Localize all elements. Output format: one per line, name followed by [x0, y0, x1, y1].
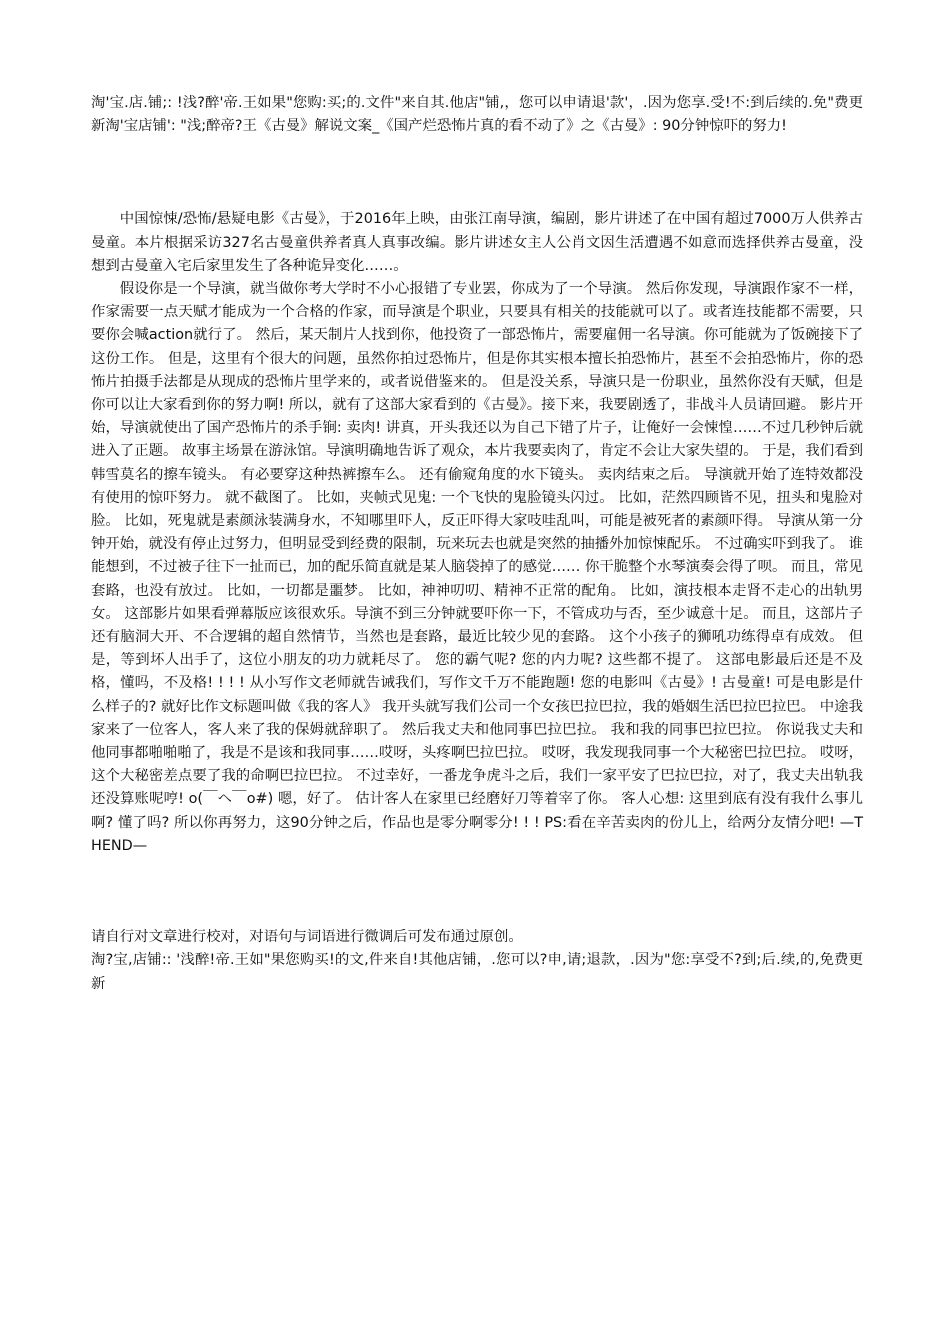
header-notice-block: [91, 92, 863, 138]
article-body: [91, 208, 863, 858]
footer-notice-block: [91, 926, 863, 996]
article-intro-paragraph: 中国惊悚/恐怖/悬疑电影《古曼》，于2016年上映，由张江南导演，编剧，影片讲述了在中国有超过7000万人供养古曼童。本片根据采访327名古曼童供养者真人真事改编。影片讲述女主人公肖文因生活遭遇不如意而选择供养古曼童，没想到古曼童入宅后家里发生了各种诡异变化……。: [91, 211, 863, 274]
footer-shop-line: 淘?宝,店铺:: '浅醉!帝.王如"果您购买!的文,件来自!其他店铺，.您可以?申,请;退款，.因为"您:享受不?到;后.续,的,免费更新: [91, 952, 863, 992]
proofread-notice: 请自行对文章进行校对，对语句与词语进行微调后可发布通过原创。: [91, 929, 523, 946]
article-review-paragraph: 假设你是一个导演，就当做你考大学时不小心报错了专业罢，你成为了一个导演。 然后你发现，导演跟作家不一样，作家需要一点天赋才能成为一个合格的作家，而导演是个职业，只要具有相关的技能就可以了。或者连技能都不需要，只要你会喊action就行了。 然后，某天制片人找到你，他投资了一部恐怖片，需要雇佣一名导演。你可能就为了饭碗接下了这份工作。 但是，这里有个很大的问题，虽然你拍过恐怖片，但是你其实根本擅长拍恐怖片，甚至不会拍恐怖片，你的恐怖片拍摄手法都是从现成的恐怖片里学来的，或者说借鉴来的。 但是没关系，导演只是一份职业，虽然你没有天赋，但是你可以让大家看到你的努力啊! 所以，就有了这部大家看到的《古曼》。接下来，我要剧透了，非战斗人员请回避。 影片开始，导演就使出了国产恐怖片的杀手锏: 卖肉! 讲真，开头我还以为自己下错了片子，让俺好一会悚惶……不过几秒钟后就进入了正题。 故事主场景在游泳馆。导演明确地告诉了观众，本片我要卖肉了，肯定不会让大家失望的。 于是，我们看到韩雪莫名的擦车镜头。 有必要穿这种热裤擦车么。 还有偷窥角度的水下镜头。 卖肉结束之后。 导演就开始了连特效都没有使用的惊吓努力。 就不截图了。 比如，夹帧式见鬼: 一个飞快的鬼脸镜头闪过。 比如，茫然四顾皆不见，扭头和鬼脸对脸。 比如，死鬼就是素颜泳装满身水，不知哪里吓人，反正吓得大家吱哇乱叫，可能是被死者的素颜吓得。 导演从第一分钟开始，就没有停止过努力，但明显受到经费的限制，玩来玩去也就是突然的抽播外加惊悚配乐。 不过确实吓到我了。 谁能想到，不过被子往下一扯而已，加的配乐简直就是某人脑袋掉了的感觉…… 你干脆整个水琴演奏会得了呗。 而且，常见套路，也没有放过。 比如，一切都是噩梦。 比如，神神叨叨、精神不正常的配角。 比如，演技根本走肾不走心的出轨男女。 这部影片如果看弹幕版应该很欢乐。导演不到三分钟就要吓你一下，不管成功与否，至少诚意十足。 而且，这部片子还有脑洞大开、不合逻辑的超自然情节，当然也是套路，最近比较少见的套路。 这个小孩子的狮吼功练得卓有成效。 但是，等到坏人出手了，这位小朋友的功力就耗尽了。 您的霸气呢? 您的内力呢? 这些都不提了。 这部电影最后还是不及格，懂吗，不及格! ! ! ! 从小写作文老师就告诫我们，写作文千万不能跑题! 您的电影叫《古曼》! 古曼童! 可是电影是什么样子的? 就好比作文标题叫做《我的客人》 我开头就写我们公司一个女孩巴拉巴拉，我的婚姻生活巴拉巴拉巴。 中途我家来了一位客人，客人来了我的保姆就辞职了。 然后我丈夫和他同事巴拉巴拉。 我和我的同事巴拉巴拉。 你说我丈夫和他同事都啪啪啪了，我是不是该和我同事……哎呀，头疼啊巴拉巴拉。 哎呀，我发现我同事一个大秘密巴拉巴拉。 哎呀，这个大秘密差点要了我的命啊巴拉巴拉。 不过幸好，一番龙争虎斗之后，我们一家平安了巴拉巴拉，对了，我丈夫出轨我还没算账呢哼! o(￣ヘ￣o#) 嗯，好了。 估计客人在家里已经磨好刀等着宰了你。 客人心想: 这里到底有没有我什么事儿啊? 懂了吗? 所以你再努力，这90分钟之后，作品也是零分啊零分! ! ! PS:看在辛苦卖肉的份儿上，给两分友情分吧! —THEND—: [91, 281, 863, 854]
document-page: [91, 92, 863, 996]
header-notice-text: 淘'宝.店.铺;: !浅?醉'帝.王如果"您购:买;的.文件"来自其.他店"铺,，您可以申请退'款'，.因为您享.受!不:到后续的.免"费更新淘'宝店铺': "浅;醉帝?王《古曼》解说文案_《国产烂恐怖片真的看不动了》之《古曼》: 90分钟惊吓的努力!: [91, 95, 863, 135]
